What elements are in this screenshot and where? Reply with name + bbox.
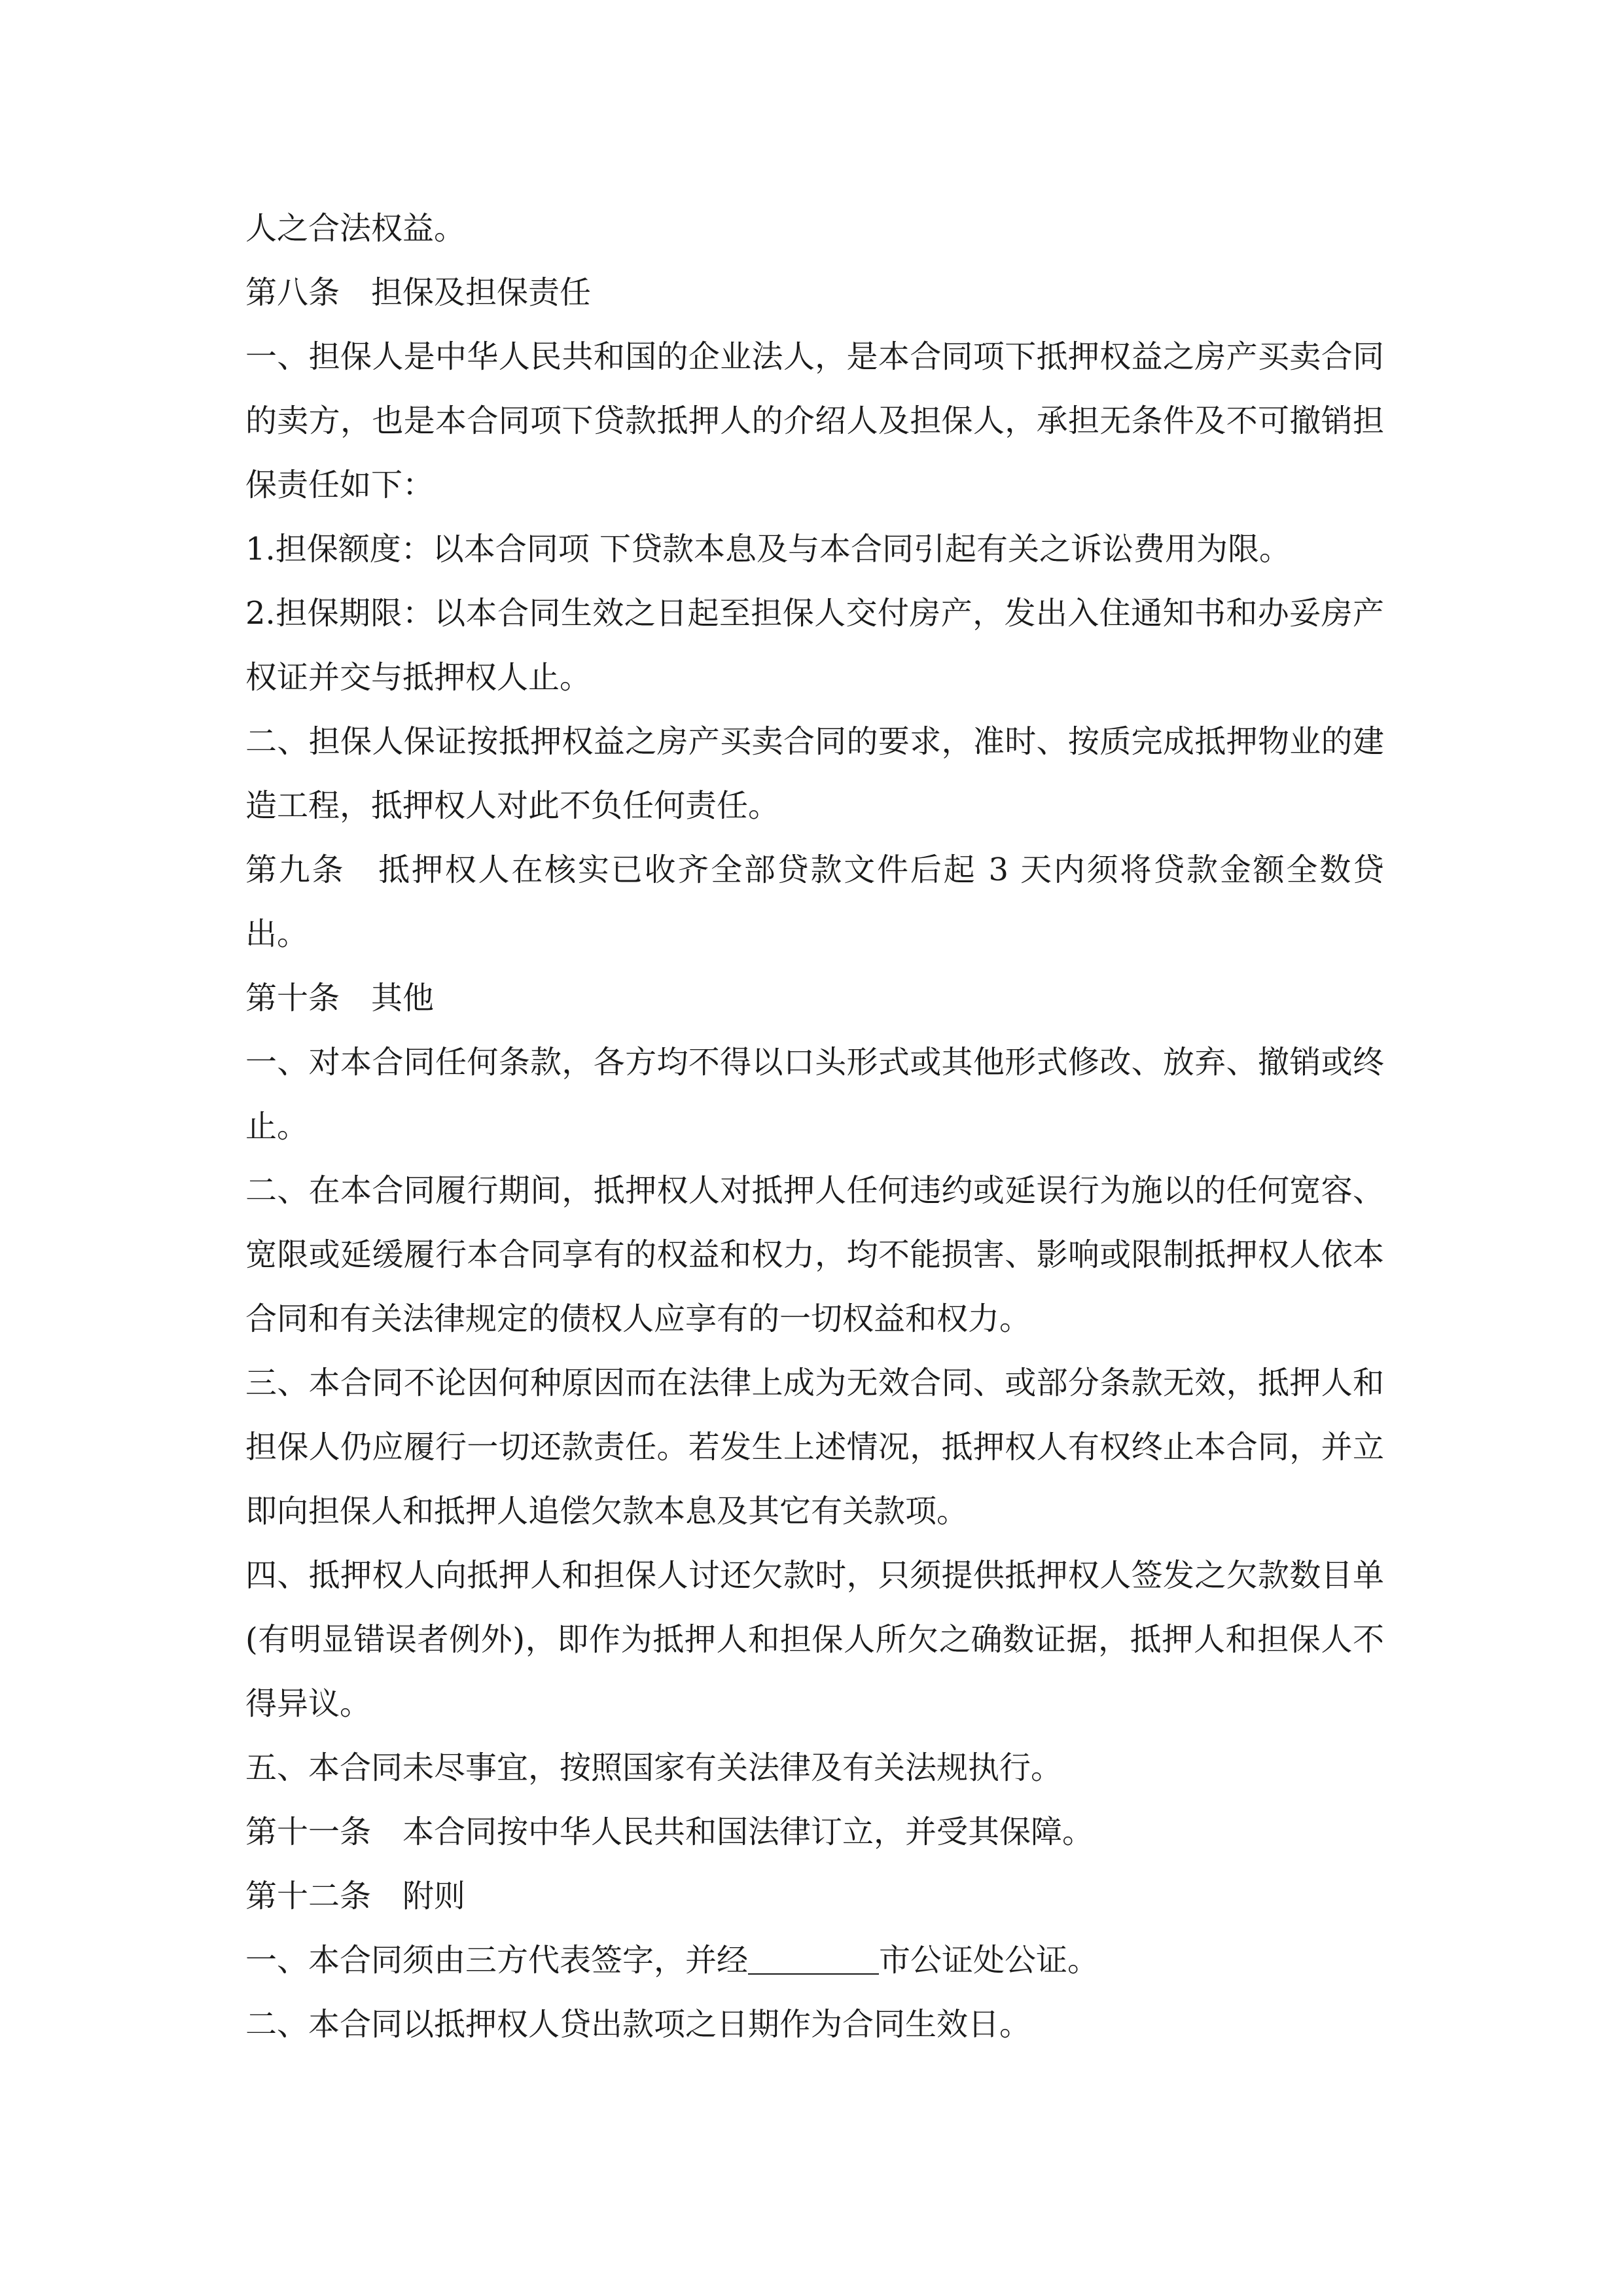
- article-10-clause-1: 一、对本合同任何条款，各方均不得以口头形式或其他形式修改、放弃、撤销或终止。: [245, 1044, 1384, 1145]
- article-10-clause-2: 二、在本合同履行期间，抵押权人对抵押人任何违约或延误行为施以的任何宽容、宽限或延缓履行本合同享有的权益和权力，均不能损害、影响或限制抵押权人依本合同和有关法律规定的债权人应享有的一切权益和权力。: [245, 1172, 1384, 1337]
- article-11: 第十一条 本合同按中华人民共和国法律订立，并受其保障。: [245, 1814, 1094, 1850]
- article-8-clause-2: 二、担保人保证按抵押权益之房产买卖合同的要求，准时、按质完成抵押物业的建造工程，抵押权人对此不负任何责任。: [245, 723, 1384, 824]
- article-8-clause-1: 一、担保人是中华人民共和国的企业法人，是本合同项下抵押权益之房产买卖合同的卖方，也是本合同项下贷款抵押人的介绍人及担保人，承担无条件及不可撤销担保责任如下：: [245, 338, 1384, 503]
- article-10-clause-4: 四、抵押权人向抵押人和担保人讨还欠款时，只须提供抵押权人签发之欠款数目单(有明显错误者例外)，即作为抵押人和担保人所欠之确数证据，抵押人和担保人不得异议。: [245, 1557, 1384, 1722]
- article-10-clause-5: 五、本合同未尽事宜，按照国家有关法律及有关法规执行。: [245, 1749, 1063, 1786]
- notary-clause-start: 一、本合同须由三方代表签字，并经: [245, 1942, 749, 1979]
- article-10-heading: 第十条 其他: [245, 980, 435, 1016]
- city-blank-line: [748, 1947, 879, 1975]
- guarantee-amount-item: 1.担保额度：以本合同项 下贷款本息及与本合同引起有关之诉讼费用为限。: [245, 531, 1291, 567]
- article-12-clause-1: [245, 1928, 1384, 1992]
- article-12-heading: 第十二条 附则: [245, 1878, 466, 1914]
- article-12-clause-2: 二、本合同以抵押权人贷出款项之日期作为合同生效日。: [245, 2006, 1031, 2043]
- article-9: 第九条 抵押权人在核实已收齐全部贷款文件后起 3 天内须将贷款金额全数贷出。: [245, 852, 1384, 952]
- notary-clause-end: 市公证处公证。: [879, 1942, 1099, 1979]
- article-8-heading: 第八条 担保及担保责任: [245, 274, 592, 311]
- guarantee-period-item: 2.担保期限：以本合同生效之日起至担保人交付房产，发出入住通知书和办妥房产权证并交与抵押权人止。: [245, 595, 1384, 696]
- article-10-clause-3: 三、本合同不论因何种原因而在法律上成为无效合同、或部分条款无效，抵押人和担保人仍应履行一切还款责任。若发生上述情况，抵押权人有权终止本合同，并立即向担保人和抵押人追偿欠款本息及其它有关款项。: [245, 1365, 1384, 1530]
- paragraph-rights-end: 人之合法权益。: [245, 210, 466, 247]
- document-body: [245, 196, 1384, 2056]
